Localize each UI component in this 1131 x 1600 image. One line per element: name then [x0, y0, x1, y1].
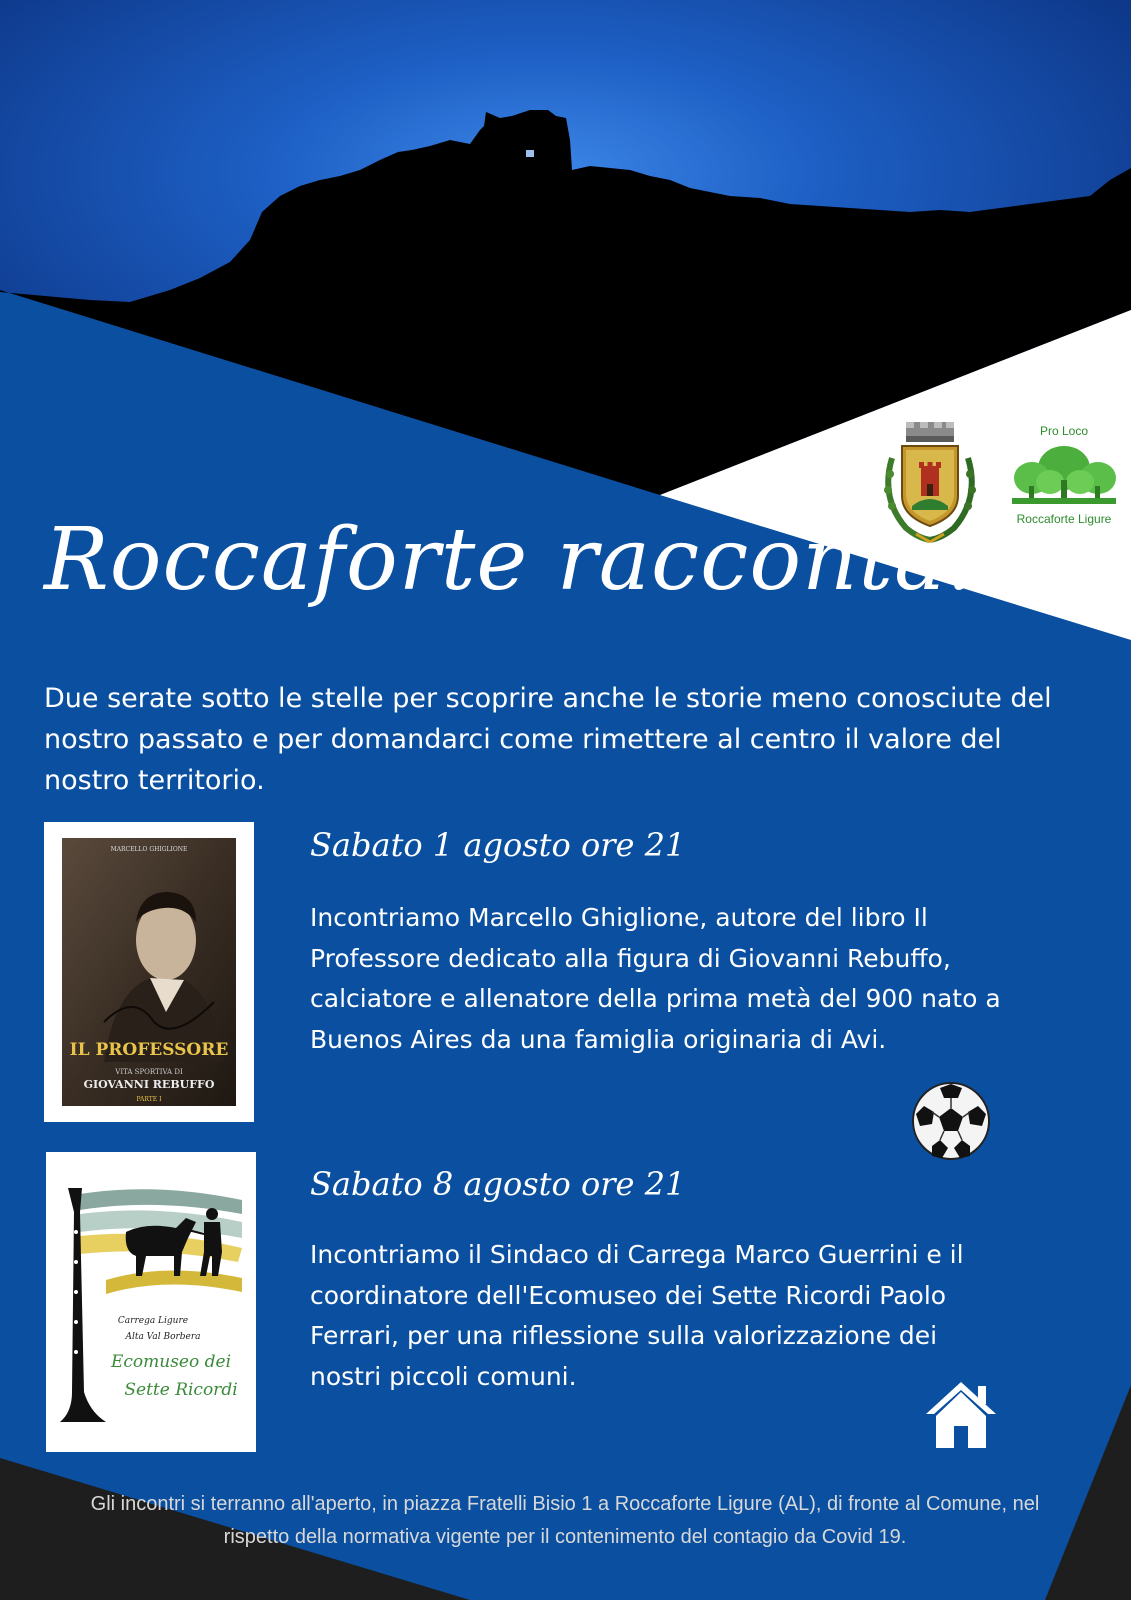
book-cover-il-professore [44, 822, 254, 1122]
book-part: PARTE I [136, 1096, 162, 1103]
ecomuseo-cover [46, 1152, 256, 1452]
pro-loco-town-label: Roccaforte Ligure [1016, 512, 1112, 526]
footer-note: Gli incontri si terranno all'aperto, in piazza Fratelli Bisio 1 a Roccaforte Ligure (AL), di fronte al Comune, nel rispetto della normativa vigente per il contenimento del contagio da Covid 19. [90, 1493, 1040, 1548]
intro-text: Due serate sotto le stelle per scoprire anche le storie meno conosciute del nostro passato e per domandarci come rimettere al centro il valore del nostro territorio. [44, 683, 1052, 796]
footer-dark-band-right [1045, 1385, 1131, 1600]
event-2-date: Sabato 8 agosto ore 21 [310, 1165, 686, 1203]
ecomuseo-place-1: Carrega Ligure [117, 1316, 189, 1326]
page-title: Roccaforte racconta... [44, 510, 1032, 610]
event-1-description: Incontriamo Marcello Ghiglione, autore del libro Il Professore dedicato alla figura di Giovanni Rebuffo, calciatore e allenatore della prima metà del 900 nato a Buenos Aires da una famiglia originaria di Avi. [310, 903, 1001, 1054]
book-subtitle: VITA SPORTIVA DI [115, 1068, 183, 1076]
event-2-description: Incontriamo il Sindaco di Carrega Marco Guerrini e il coordinatore dell'Ecomuseo dei Sette Ricordi Paolo Ferrari, per una riflessione sulla valorizzazione dei nostri piccoli comuni. [310, 1240, 964, 1391]
book-title: IL PROFESSORE [69, 1040, 229, 1060]
soccer-ball-icon [910, 1080, 992, 1162]
home-icon [922, 1378, 1000, 1450]
trees-icon [1006, 442, 1122, 510]
ecomuseo-title-1: Ecomuseo dei [110, 1352, 232, 1372]
event-1-date: Sabato 1 agosto ore 21 [310, 826, 686, 864]
ecomuseo-place-2: Alta Val Borbera [125, 1332, 201, 1342]
pro-loco-label: Pro Loco [1039, 424, 1089, 438]
book-author: MARCELLO GHIGLIONE [110, 846, 188, 853]
ecomuseo-title-2: Sette Ricordi [124, 1380, 238, 1400]
book-subject: GIOVANNI REBUFFO [83, 1078, 215, 1091]
